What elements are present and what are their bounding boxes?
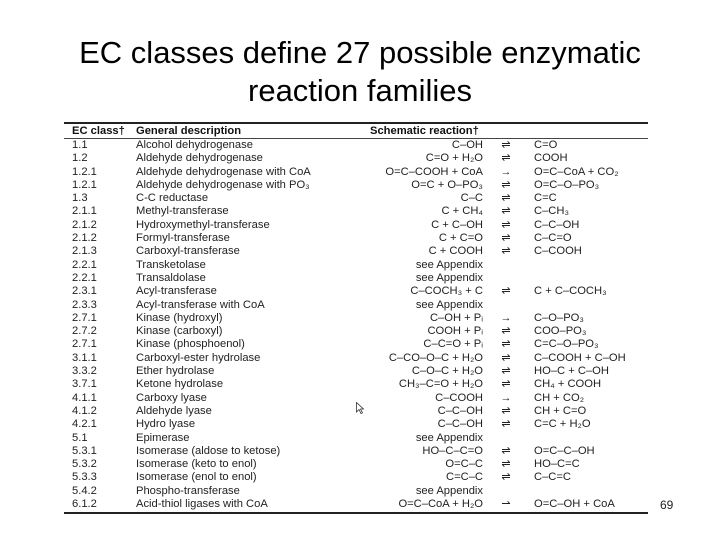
reaction-substrate-cell: see Appendix [415,271,483,284]
reaction-substrate-cell: C + COOH [428,245,483,258]
reaction-product-cell: C–O–PO₃ [534,311,584,324]
reaction-arrow-cell: ⇌ [501,471,511,484]
header-general-description: General description [136,125,242,137]
reaction-substrate-cell: C–C=O + Pᵢ [423,338,483,351]
description-cell: Phospho-transferase [136,484,240,497]
reaction-substrate-cell: O=C + O–PO₃ [411,178,483,191]
ec-class-cell: 2.2.1 [72,258,97,271]
description-cell: Carboxyl-transferase [136,245,240,258]
table-row [64,432,648,445]
reaction-substrate-cell: C=O + H₂O [425,152,483,165]
ec-class-cell: 3.1.1 [72,351,97,364]
reaction-arrow-cell: → [500,165,512,178]
ec-class-cell: 6.1.2 [72,498,97,511]
table-row [64,259,648,272]
reaction-arrow-cell: ⇌ [501,444,511,457]
ec-class-table [64,122,648,514]
description-cell: Carboxy lyase [136,391,207,404]
description-cell: Hydroxymethyl-transferase [136,218,270,231]
ec-class-cell: 5.3.1 [72,444,97,457]
table-row [64,471,648,484]
reaction-product-cell: C=O [534,139,558,151]
reaction-arrow-cell: ⇌ [501,418,511,431]
table-row [64,458,648,471]
reaction-product-cell: C–CH₃ [534,205,570,218]
reaction-substrate-cell: C–CO–O–C + H₂O [388,351,483,364]
reaction-arrow-cell: ⇌ [501,458,511,471]
ec-class-cell: 2.7.2 [72,325,97,338]
ec-class-cell: 2.3.3 [72,298,97,311]
reaction-arrow-cell: ⇌ [501,139,511,151]
description-cell: Transaldolase [136,271,206,284]
ec-class-cell: 2.1.1 [72,205,97,218]
reaction-arrow-cell: ⇌ [501,245,511,258]
ec-class-cell: 4.2.1 [72,418,97,431]
table-row [64,166,648,179]
description-cell: Epimerase [136,431,190,444]
description-cell: Formyl-transferase [136,232,230,245]
table-row [64,365,648,378]
table-row [64,245,648,258]
header-schematic-reaction: Schematic reaction† [370,125,479,137]
reaction-substrate-cell: C=C–C [446,471,483,484]
reaction-arrow-cell: ⇌ [501,325,511,338]
header-ec-class: EC class† [72,125,125,137]
table-body [64,139,648,511]
reaction-product-cell: CH₄ + COOH [534,378,602,391]
table-row [64,325,648,338]
reaction-product-cell: O=C–C–OH [534,444,595,457]
table-row [64,179,648,192]
table-row [64,192,648,205]
ec-class-cell: 5.1 [72,431,88,444]
ec-class-cell: 1.2 [72,152,88,165]
reaction-substrate-cell: C–C [460,192,483,205]
description-cell: Kinase (carboxyl) [136,325,223,338]
description-cell: Aldehyde dehydrogenase with CoA [136,165,311,178]
reaction-arrow-cell: ⇌ [501,152,511,165]
reaction-substrate-cell: C–COOH [435,391,483,404]
description-cell: Methyl-transferase [136,205,229,218]
reaction-product-cell: C=C + H₂O [534,418,591,431]
table-row [64,338,648,351]
reaction-product-cell: C–C–OH [534,218,580,231]
reaction-product-cell: COOH [534,152,568,165]
table-row [64,205,648,218]
reaction-product-cell: C–COOH [534,245,582,258]
reaction-arrow-cell: ⇌ [501,205,511,218]
reaction-substrate-cell: O=C–COOH + CoA [385,165,483,178]
description-cell: Acyl-transferase [136,285,217,298]
reaction-product-cell: C–COOH + C–OH [534,351,626,364]
description-cell: Kinase (hydroxyl) [136,311,223,324]
reaction-substrate-cell: C + CH₄ [441,205,483,218]
description-cell: Ketone hydrolase [136,378,224,391]
reaction-substrate-cell: C–OH + Pᵢ [429,311,483,324]
description-cell: Aldehyde lyase [136,404,212,417]
description-cell: Kinase (phosphoenol) [136,338,245,351]
reaction-substrate-cell: C–O–C + H₂O [411,365,483,378]
reaction-arrow-cell: ⇌ [501,378,511,391]
reaction-substrate-cell: O=C–C [445,458,483,471]
table-bottom-rule [64,512,648,514]
reaction-arrow-cell: → [500,391,512,404]
ec-class-cell: 2.7.1 [72,311,97,324]
description-cell: Isomerase (keto to enol) [136,458,257,471]
ec-class-cell: 5.3.3 [72,471,97,484]
reaction-arrow-cell: ⇌ [501,192,511,205]
description-cell: Acyl-transferase with CoA [136,298,265,311]
ec-class-cell: 5.4.2 [72,484,97,497]
description-cell: Hydro lyase [136,418,196,431]
description-cell: Isomerase (aldose to ketose) [136,444,281,457]
table-header-row [64,124,648,139]
reaction-substrate-cell: COOH + Pᵢ [427,325,483,338]
reaction-substrate-cell: C–C–OH [437,418,483,431]
reaction-substrate-cell: see Appendix [415,298,483,311]
ec-class-cell: 2.7.1 [72,338,97,351]
reaction-arrow-cell: ⇀ [501,498,511,511]
ec-class-cell: 5.3.2 [72,458,97,471]
reaction-product-cell: CH + CO₂ [534,391,585,404]
table-row [64,378,648,391]
table-row [64,285,648,298]
reaction-substrate-cell: C + C=O [438,232,483,245]
reaction-substrate-cell: see Appendix [415,431,483,444]
table-row [64,312,648,325]
reaction-product-cell: C + C–COCH₃ [534,285,607,298]
description-cell: Isomerase (enol to enol) [136,471,257,484]
ec-class-cell: 1.1 [72,139,88,151]
description-cell: Carboxyl-ester hydrolase [136,351,261,364]
reaction-substrate-cell: see Appendix [415,258,483,271]
ec-class-cell: 2.1.2 [72,232,97,245]
reaction-arrow-cell: → [500,311,512,324]
table-row [64,445,648,458]
table-row [64,352,648,365]
description-cell: Ether hydrolase [136,365,215,378]
mouse-cursor-icon [356,402,364,414]
reaction-product-cell: C=C–O–PO₃ [534,338,599,351]
ec-class-cell: 2.2.1 [72,271,97,284]
page-number: 69 [660,498,674,512]
table-row [64,219,648,232]
reaction-substrate-cell: C–COCH₃ + C [410,285,483,298]
slide-title [0,34,720,110]
reaction-product-cell: COO–PO₃ [534,325,587,338]
reaction-substrate-cell: C–C–OH [437,404,483,417]
ec-class-cell: 3.7.1 [72,378,97,391]
table-row [64,232,648,245]
reaction-arrow-cell: ⇌ [501,285,511,298]
reaction-product-cell: O=C–OH + CoA [534,498,615,511]
slide-title-line-2: reaction families [248,73,472,108]
reaction-substrate-cell: CH₃–C=O + H₂O [398,378,483,391]
reaction-product-cell: C=C [534,192,557,205]
reaction-arrow-cell: ⇌ [501,338,511,351]
reaction-product-cell: O=C–O–PO₃ [534,178,600,191]
description-cell: Aldehyde dehydrogenase [136,152,263,165]
reaction-product-cell: C–C=O [534,232,572,245]
ec-class-cell: 4.1.2 [72,404,97,417]
reaction-arrow-cell: ⇌ [501,232,511,245]
ec-class-cell: 1.2.1 [72,178,97,191]
table-row [64,152,648,165]
table-row [64,299,648,312]
reaction-arrow-cell: ⇌ [501,365,511,378]
reaction-arrow-cell: ⇌ [501,178,511,191]
ec-class-cell: 2.3.1 [72,285,97,298]
ec-class-cell: 4.1.1 [72,391,97,404]
reaction-arrow-cell: ⇌ [501,404,511,417]
ec-class-cell: 2.1.2 [72,218,97,231]
table-row [64,418,648,431]
ec-class-cell: 1.3 [72,192,88,205]
description-cell: Acid-thiol ligases with CoA [136,498,268,511]
description-cell: Aldehyde dehydrogenase with PO₃ [136,178,310,191]
description-cell: Alcohol dehydrogenase [136,139,253,151]
ec-class-cell: 2.1.3 [72,245,97,258]
description-cell: Transketolase [136,258,206,271]
reaction-substrate-cell: HO–C–C=O [422,444,483,457]
reaction-product-cell: HO–C + C–OH [534,365,609,378]
reaction-substrate-cell: C–OH [451,139,483,151]
table-row [64,272,648,285]
reaction-arrow-cell: ⇌ [501,218,511,231]
reaction-product-cell: O=C–CoA + CO₂ [534,165,619,178]
reaction-product-cell: C–C=C [534,471,571,484]
ec-class-cell: 1.2.1 [72,165,97,178]
reaction-substrate-cell: see Appendix [415,484,483,497]
reaction-arrow-cell: ⇌ [501,351,511,364]
slide-title-line-1: EC classes define 27 possible enzymatic [79,35,641,70]
reaction-substrate-cell: O=C–CoA + H₂O [398,498,483,511]
table-row [64,139,648,152]
reaction-substrate-cell: C + C–OH [431,218,483,231]
reaction-product-cell: HO–C=C [534,458,580,471]
reaction-product-cell: CH + C=O [534,404,587,417]
table-row [64,485,648,498]
description-cell: C-C reductase [136,192,209,205]
table-row [64,498,648,511]
ec-class-cell: 3.3.2 [72,365,97,378]
